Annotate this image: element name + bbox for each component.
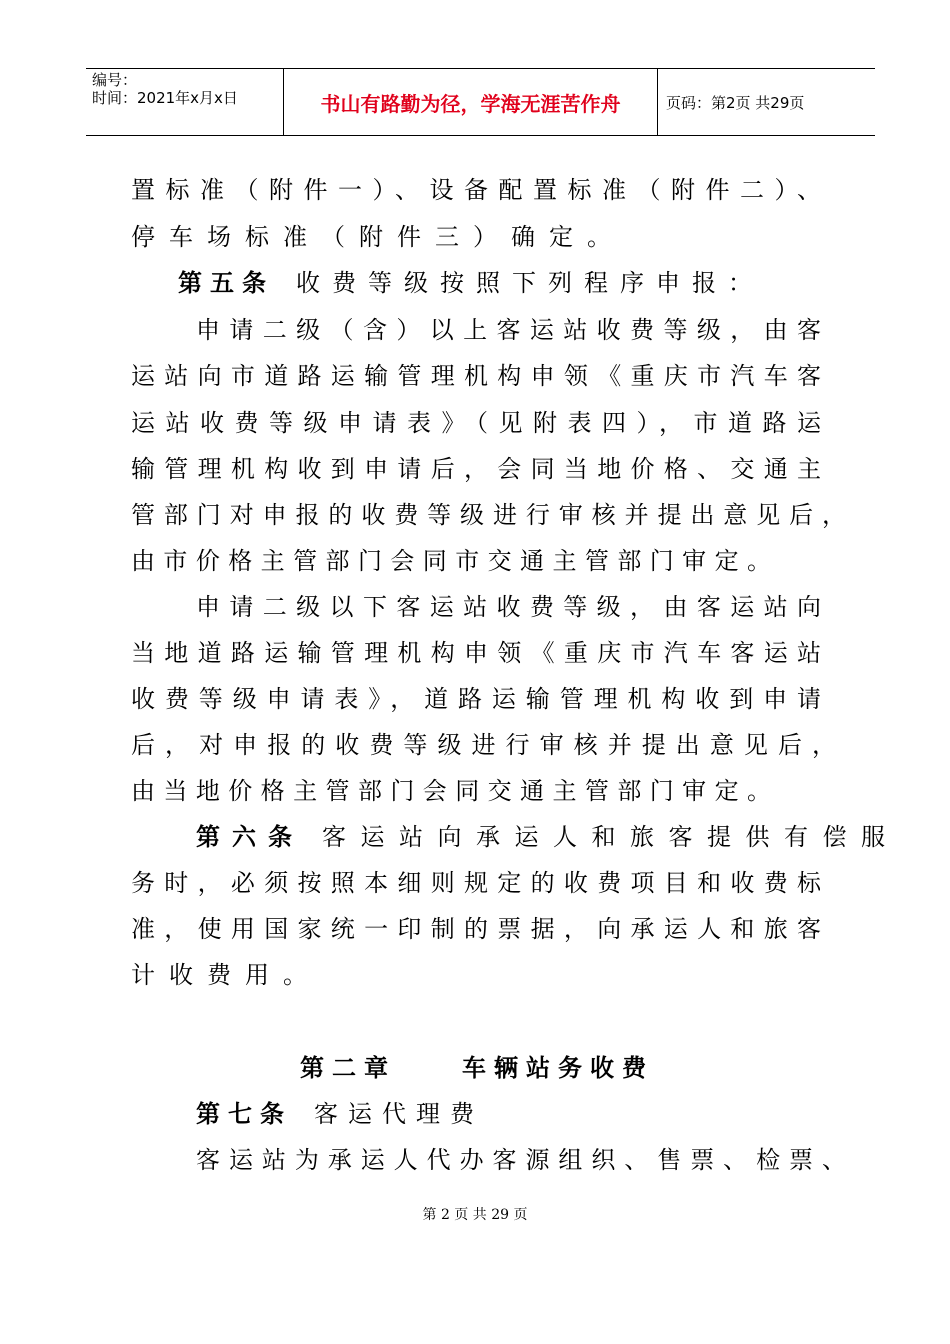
header-page-info: 页码：第2页 共29页 [666,93,805,112]
article-text: 收费等级按照下列程序申报： [296,269,764,297]
article-heading: 第五条 [178,268,274,297]
chapter-title: 车辆站务收费 [462,1053,654,1082]
text-line: 后，对申报的收费等级进行审核并提出意见后， [131,731,836,759]
text-line: 收费等级申请表》，道路运输管理机构收到申请 [131,685,821,713]
header-motto: 书山有路勤为径，学海无涯苦作舟 [284,69,658,135]
text-line: 计收费用。 [131,961,321,989]
text-line: 准，使用国家统一印制的票据，向承运人和旅客 [131,915,821,943]
number-label: 编号： [92,71,138,89]
text-line: 运站向市道路运输管理机构申领《重庆市汽车客 [131,362,821,390]
time-label: 时间：2021年x月x日 [92,89,238,107]
text-line: 置标准（附件一）、设备配置标准（附件二）、 [131,176,821,204]
article-text: 客运代理费 [314,1100,484,1128]
article-7-line [196,1099,484,1129]
article-6-line [196,822,900,852]
chapter-heading [300,1053,654,1083]
page-header [86,68,875,136]
text-line: 当地道路运输管理机构申领《重庆市汽车客运站 [131,639,821,667]
text-line: 管部门对申报的收费等级进行审核并提出意见后， [131,501,846,529]
article-5-line [178,268,764,298]
text-line: 运站收费等级申请表》（见附表四），市道路运 [131,409,821,437]
text-line: 停车场标准（附件三）确定。 [131,223,625,251]
header-meta [86,69,284,135]
text-line: 输管理机构收到申请后，会同当地价格、交通主 [131,455,821,483]
chapter-number: 第二章 [300,1053,396,1082]
text-line: 务时，必须按照本细则规定的收费项目和收费标 [131,869,821,897]
text-line: 申请二级（含）以上客运站收费等级，由客 [196,316,821,344]
article-heading: 第六条 [196,822,304,851]
text-line: 申请二级以下客运站收费等级，由客运站向 [196,593,821,621]
text-line: 客运站为承运人代办客源组织、售票、检票、 [196,1146,846,1174]
text-line: 由市价格主管部门会同市交通主管部门审定。 [131,547,771,575]
text-line: 由当地价格主管部门会同交通主管部门审定。 [131,777,771,805]
page-footer: 第 2 页 共 29 页 [422,1207,528,1223]
article-heading: 第七条 [196,1099,292,1128]
article-text: 客运站向承运人和旅客提供有偿服 [322,823,900,851]
